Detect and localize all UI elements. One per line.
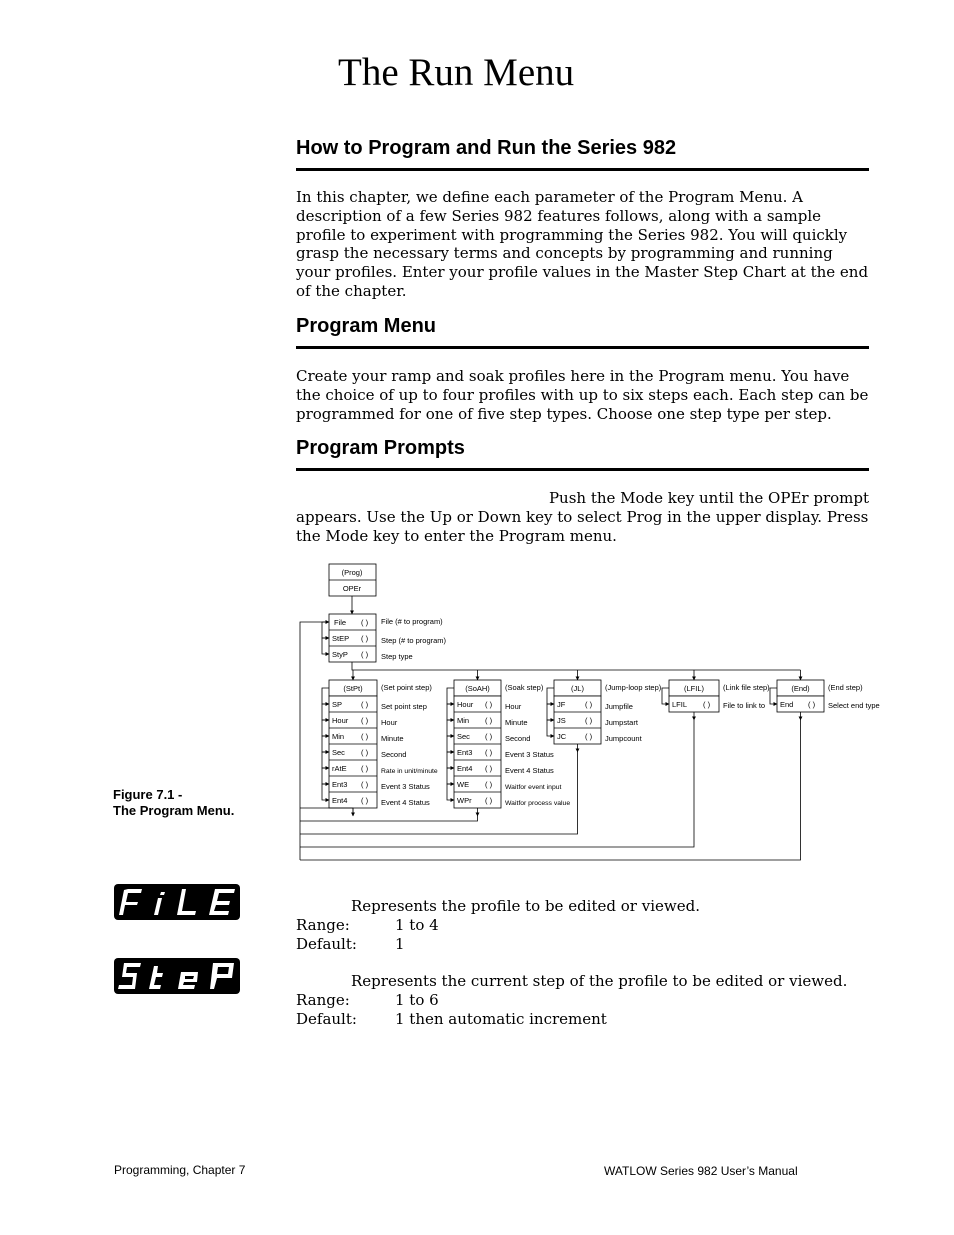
item-code: rAtE <box>332 764 347 773</box>
item-code: Min <box>332 732 345 741</box>
page-title: The Run Menu <box>338 51 575 94</box>
default-label: Default: <box>296 934 357 953</box>
return-rail <box>300 622 329 860</box>
item-desc: Event 3 Status <box>505 750 554 759</box>
item-code: Hour <box>457 700 474 709</box>
item-desc: Minute <box>381 734 404 743</box>
item-code: Ent4 <box>457 764 473 773</box>
column-title: (Link file step) <box>723 683 770 692</box>
item-value: ( ) <box>485 780 493 789</box>
step-arrow <box>447 784 454 800</box>
column-jl <box>554 680 662 744</box>
step-arrow <box>547 720 554 736</box>
step-segment-digits <box>114 958 240 994</box>
item-value: ( ) <box>703 700 711 709</box>
column-header-label: (JL) <box>571 684 584 693</box>
header-to-first-arrow <box>447 688 454 704</box>
column-title: (End step) <box>828 683 863 692</box>
param-file <box>296 897 869 953</box>
step-arrow <box>447 768 454 784</box>
item-value: ( ) <box>485 716 493 725</box>
range-label: Range: <box>296 990 350 1009</box>
section-body-how-to: In this chapter, we define each parameter of the Program Menu. A description of a few Series 982 features follows, along with a sample profile to experiment with programming the Series 982. You will quickly grasp the necessary terms and concepts by programming and running your profiles. Enter your profile values in the Master Step Chart at the end of the chapter. <box>296 188 869 300</box>
program-menu-diagram <box>290 558 910 868</box>
return-path <box>300 816 478 821</box>
item-value: ( ) <box>808 700 816 709</box>
item-desc: Waitfor process value <box>505 800 571 807</box>
prompts-line-1: Push the Mode key until the OPEr prompt <box>548 489 869 507</box>
item-desc: Second <box>381 750 407 759</box>
item-value: ( ) <box>361 796 369 805</box>
param-step <box>296 972 869 1028</box>
item-desc: Jumpstart <box>605 718 638 727</box>
main-val-file: ( ) <box>361 618 369 627</box>
item-desc: Hour <box>505 702 522 711</box>
figure-caption-line1: Figure 7.1 - <box>113 787 183 802</box>
item-desc: Set point step <box>381 702 427 711</box>
section-heading-program-menu: Program Menu <box>296 315 869 349</box>
item-value: ( ) <box>485 700 493 709</box>
column-end <box>777 680 880 712</box>
item-desc: Minute <box>505 718 528 727</box>
item-code: Ent3 <box>332 780 348 789</box>
step-to-styp-arrow <box>322 638 329 654</box>
column-title: (Set point step) <box>381 683 432 692</box>
return-path <box>300 808 353 816</box>
oper-label: OPEr <box>342 584 362 593</box>
item-value: ( ) <box>361 748 369 757</box>
item-desc: Select end type <box>828 701 880 710</box>
param-step-default <box>296 1010 869 1029</box>
file-to-step-arrow <box>322 622 329 638</box>
footer-right: WATLOW Series 982 User’s Manual <box>604 1164 798 1178</box>
default-label: Default: <box>296 1009 357 1028</box>
item-desc: Event 3 Status <box>381 782 430 791</box>
figure-caption <box>113 787 234 819</box>
item-value: ( ) <box>361 716 369 725</box>
item-code: End <box>780 700 794 709</box>
default-value: 1 <box>395 934 405 953</box>
param-file-description: Represents the profile to be edited or viewed. <box>351 897 700 915</box>
item-value: ( ) <box>585 700 593 709</box>
figure-caption-line2: The Program Menu. <box>113 803 235 818</box>
item-value: ( ) <box>361 732 369 741</box>
item-value: ( ) <box>361 700 369 709</box>
item-desc: Waitfor event input <box>505 784 562 791</box>
step-arrow <box>322 720 329 736</box>
item-value: ( ) <box>485 764 493 773</box>
item-desc: File to link to <box>723 701 766 710</box>
column-header-label: (StPt) <box>343 684 363 693</box>
header-to-first-arrow <box>770 688 777 704</box>
item-desc: Event 4 Status <box>381 798 430 807</box>
default-value: 1 then automatic increment <box>395 1009 607 1028</box>
column-soah <box>454 680 570 808</box>
section-heading-how-to: How to Program and Run the Series 982 <box>296 137 869 171</box>
item-desc: Jumpfile <box>605 702 633 711</box>
item-code: WPr <box>457 796 472 805</box>
step-type-columns <box>329 680 880 808</box>
step-arrow <box>322 736 329 752</box>
item-desc: Jumpcount <box>605 734 642 743</box>
param-file-default <box>296 935 869 954</box>
file-segment-digits <box>114 884 240 920</box>
main-code-file: File <box>334 618 347 627</box>
step-arrow <box>447 752 454 768</box>
column-stpt <box>329 680 438 808</box>
column-title: (Soak step) <box>505 683 544 692</box>
item-code: Ent4 <box>332 796 348 805</box>
param-file-range <box>296 916 869 935</box>
column-header-label: (End) <box>791 684 810 693</box>
item-desc: Hour <box>381 718 398 727</box>
step-arrow <box>322 768 329 784</box>
item-code: JC <box>557 732 567 741</box>
main-code-step: StEP <box>332 634 350 643</box>
param-step-range <box>296 991 869 1010</box>
item-code: Sec <box>457 732 470 741</box>
item-code: LFIL <box>672 700 688 709</box>
item-code: JF <box>557 700 566 709</box>
prog-label: (Prog) <box>341 568 363 577</box>
item-desc: Second <box>505 734 531 743</box>
step-arrow <box>322 704 329 720</box>
step-arrow <box>322 752 329 768</box>
header-to-first-arrow <box>547 688 554 704</box>
item-value: ( ) <box>485 748 493 757</box>
item-code: WE <box>457 780 470 789</box>
item-value: ( ) <box>585 716 593 725</box>
column-title: (Jump-loop step) <box>605 683 662 692</box>
item-value: ( ) <box>361 780 369 789</box>
main-val-step: ( ) <box>361 634 369 643</box>
step-arrow <box>547 704 554 720</box>
main-code-styp: StyP <box>332 650 348 659</box>
item-value: ( ) <box>485 732 493 741</box>
branch-line <box>352 662 801 670</box>
item-value: ( ) <box>585 732 593 741</box>
section-body-program-prompts <box>296 489 869 545</box>
header-to-first-arrow <box>662 688 669 704</box>
column-header-label: (SoAH) <box>465 684 490 693</box>
item-value: ( ) <box>361 764 369 773</box>
item-code: JS <box>557 716 566 725</box>
range-label: Range: <box>296 915 350 934</box>
section-heading-program-prompts: Program Prompts <box>296 437 869 471</box>
item-code: Hour <box>332 716 349 725</box>
step-arrow <box>322 784 329 800</box>
main-desc-file: File (# to program) <box>381 617 443 626</box>
range-value: 1 to 6 <box>395 990 439 1009</box>
main-desc-step: Step (# to program) <box>381 636 447 645</box>
step-arrow <box>447 704 454 720</box>
item-value: ( ) <box>485 796 493 805</box>
item-desc: Rate in unit/minute <box>381 768 438 775</box>
item-desc: Event 4 Status <box>505 766 554 775</box>
item-code: Ent3 <box>457 748 473 757</box>
step-arrow <box>447 720 454 736</box>
item-code: Min <box>457 716 470 725</box>
main-val-styp: ( ) <box>361 650 369 659</box>
file-display-icon <box>114 884 240 920</box>
item-code: SP <box>332 700 343 709</box>
main-desc-styp: Step type <box>381 652 413 661</box>
section-body-program-menu: Create your ramp and soak profiles here in the Program menu. You have the choice of up to four profiles with up to six steps each. Each step can be programmed for one of five step types. Choose one step type per step. <box>296 367 869 423</box>
header-to-first-arrow <box>322 688 329 704</box>
main-block <box>329 614 447 662</box>
column-header-label: (LFIL) <box>683 684 705 693</box>
prog-block <box>329 564 376 596</box>
item-code: Sec <box>332 748 345 757</box>
param-step-description: Represents the current step of the profile to be edited or viewed. <box>351 972 848 990</box>
footer-left: Programming, Chapter 7 <box>114 1163 246 1177</box>
range-value: 1 to 4 <box>395 915 439 934</box>
column-lfil <box>669 680 770 712</box>
prompts-line-rest: appears. Use the Up or Down key to select Prog in the upper display. Press the Mode key to enter the Program menu. <box>296 507 869 545</box>
step-display-icon <box>114 958 240 994</box>
step-arrow <box>447 736 454 752</box>
